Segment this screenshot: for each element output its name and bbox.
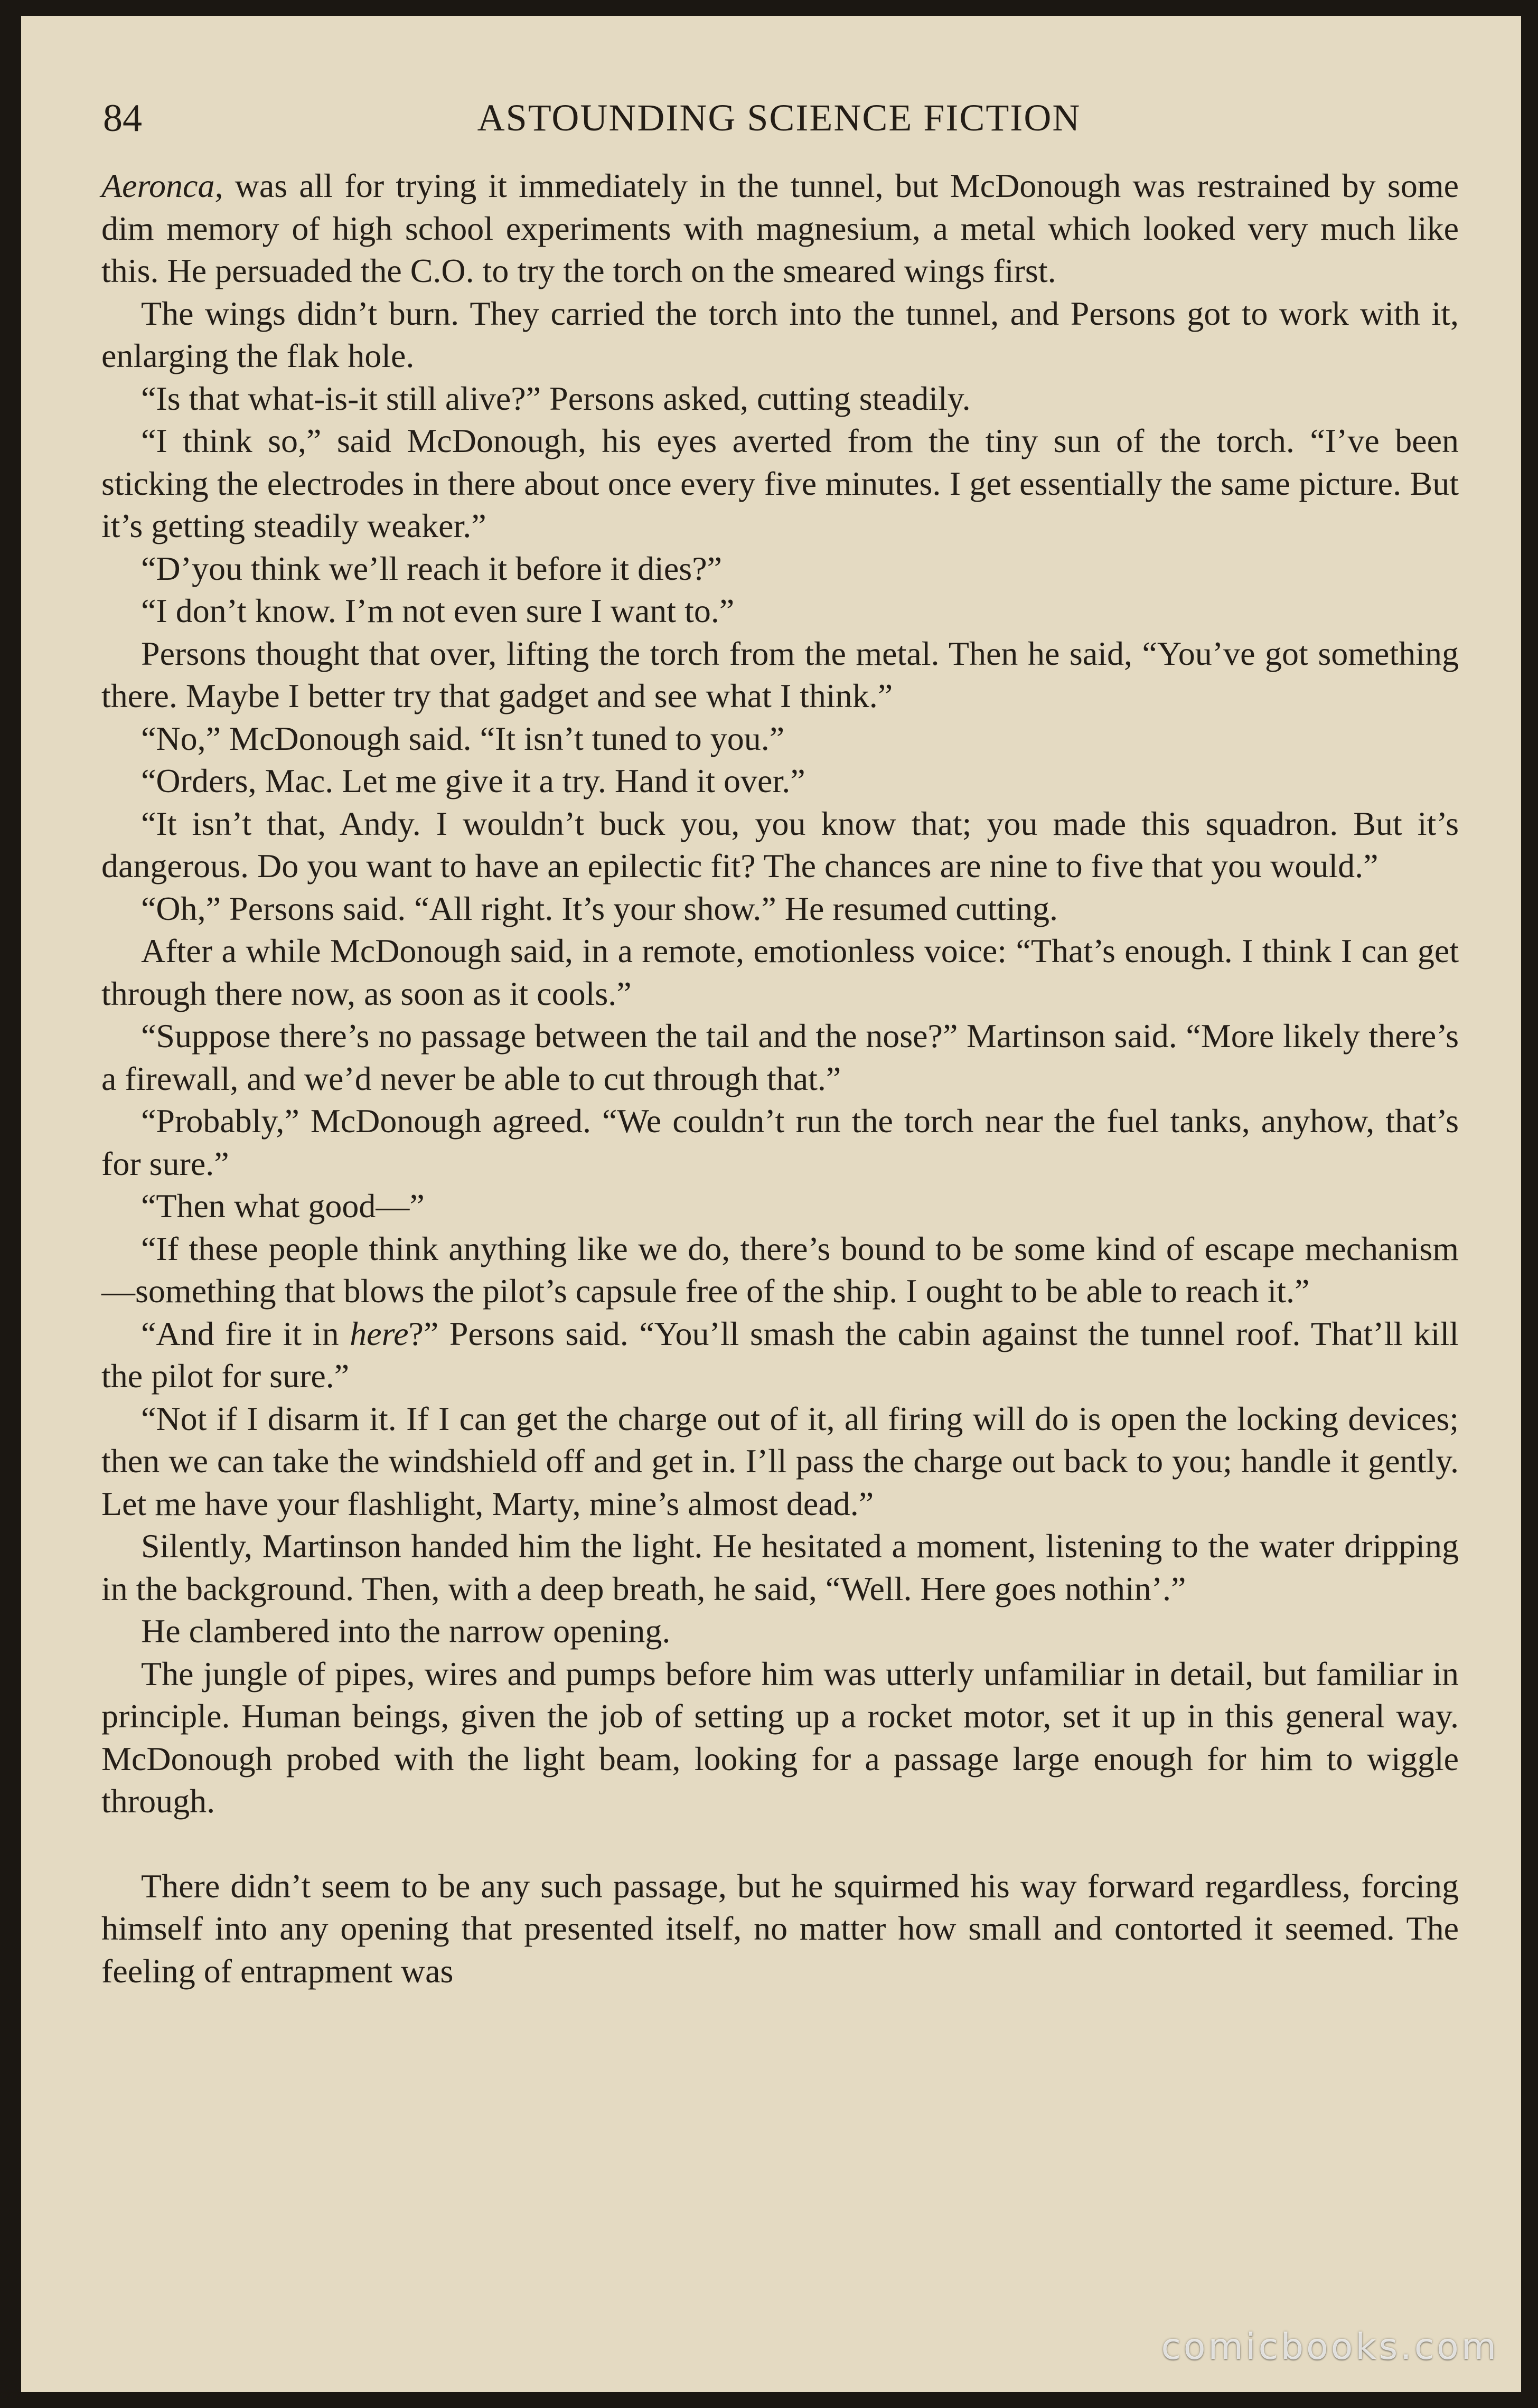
- page-header: [103, 91, 1455, 149]
- paragraph: The jungle of pipes, wires and pumps before him was utterly unfamiliar in detail, but familiar in principle. Human beings, given the job of setting up a rocket motor, set it up in this general way. McDonough probed with the light beam, looking for a passage large enough for him to wiggle through.: [101, 1654, 1459, 1820]
- page-number: 84: [103, 97, 142, 140]
- paragraph: The wings didn’t burn. They carried the torch into the tunnel, and Persons got to work with it, enlarging the flak hole.: [101, 294, 1459, 374]
- watermark: comicbooks.com: [1161, 2326, 1499, 2368]
- paragraph-text: was all for trying it immediately in the tunnel, but McDonough was restrained by some dim memory of high school experiments with magnesium, a metal which looked very much like this. He persuaded the C.O. to try the torch on the smeared wings first.: [101, 167, 1459, 289]
- paragraph: [101, 165, 1459, 293]
- paragraph: “I think so,” said McDonough, his eyes averted from the tiny sun of the torch. “I’ve been sticking the electrodes in there about once every five minutes. I get essentially the same picture. But it’s getting steadily weaker.”: [101, 422, 1459, 544]
- paragraph: “D’you think we’ll reach it before it dies?”: [141, 549, 722, 587]
- paragraph: “Not if I disarm it. If I can get the charge out of it, all firing will do is open the locking devices; then we can take the windshield off and get in. I’ll pass the charge out back to you; handle it gently. Let me have your flashlight, Marty, mine’s almost dead.”: [101, 1399, 1459, 1522]
- book-page: [21, 16, 1521, 2392]
- paragraph: [101, 1313, 1459, 1398]
- paragraph-text: ?” Persons said. “You’ll smash the cabin against the tunnel roof. That’ll kill the pilot for sure.”: [101, 1314, 1459, 1395]
- paragraph: “I don’t know. I’m not even sure I want to.”: [141, 592, 735, 629]
- story-text: [101, 165, 1459, 1992]
- paragraph: There didn’t seem to be any such passage, but he squirmed his way forward regardless, forcing himself into any opening that presented itself, no matter how small and contorted it seemed. The feeling of entrapment was: [101, 1867, 1459, 1990]
- paragraph: “No,” McDonough said. “It isn’t tuned to you.”: [141, 719, 785, 757]
- paragraph: “Is that what-is-it still alive?” Persons asked, cutting steadily.: [141, 379, 971, 417]
- paragraph: After a while McDonough said, in a remote, emotionless voice: “That’s enough. I think I can get through there now, as soon as it cools.”: [101, 932, 1459, 1012]
- paragraph: Silently, Martinson handed him the light. He hesitated a moment, listening to the water dripping in the background. Then, with a deep breath, he said, “Well. Here goes nothin’.”: [101, 1527, 1459, 1607]
- paragraph: Persons thought that over, lifting the torch from the metal. Then he said, “You’ve got something there. Maybe I better try that gadget and see what I think.”: [101, 634, 1459, 714]
- paragraph: “Orders, Mac. Let me give it a try. Hand it over.”: [141, 762, 805, 799]
- paragraph: “Then what good—”: [141, 1187, 425, 1225]
- paragraph: He clambered into the narrow opening.: [141, 1612, 671, 1650]
- italic-word: here: [350, 1314, 409, 1352]
- paragraph: “It isn’t that, Andy. I wouldn’t buck you, you know that; you made this squadron. But it’s dangerous. Do you want to have an epilectic fit? The chances are nine to five that you would.”: [101, 804, 1459, 885]
- paragraph-text: “And fire it in: [141, 1314, 350, 1352]
- paragraph: “Probably,” McDonough agreed. “We couldn’t run the torch near the fuel tanks, anyhow, that’s for sure.”: [101, 1102, 1459, 1182]
- paragraph: “Oh,” Persons said. “All right. It’s your show.” He resumed cutting.: [141, 889, 1058, 927]
- paragraph: “If these people think anything like we do, there’s bound to be some kind of escape mechanism—something that blows the pilot’s capsule free of the ship. I ought to be able to reach it.”: [101, 1229, 1459, 1310]
- running-title: ASTOUNDING SCIENCE FICTION: [477, 97, 1081, 139]
- italic-word: Aeronca,: [101, 167, 223, 204]
- paragraph: “Suppose there’s no passage between the tail and the nose?” Martinson said. “More likely there’s a firewall, and we’d never be able to cut through that.”: [101, 1017, 1459, 1097]
